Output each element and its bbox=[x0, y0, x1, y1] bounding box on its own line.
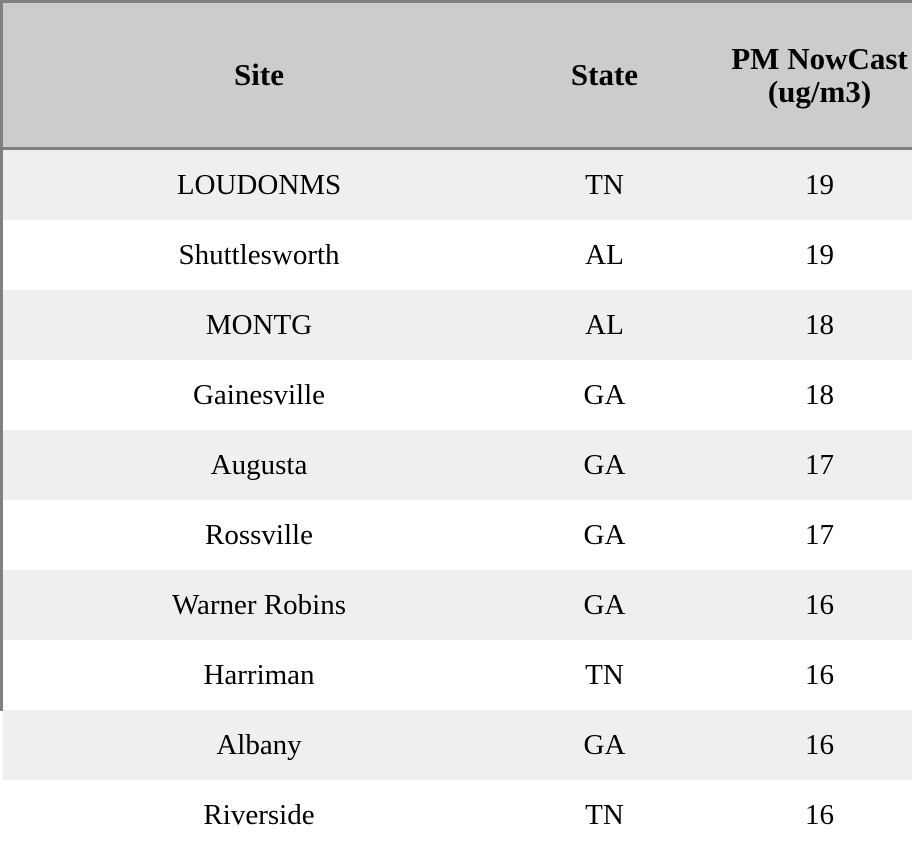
cell-pm: 19 bbox=[694, 220, 912, 290]
cell-pm: 19 bbox=[694, 149, 912, 221]
cell-state: TN bbox=[515, 780, 694, 850]
table-row bbox=[3, 780, 912, 850]
table-row bbox=[3, 149, 912, 221]
cell-state: TN bbox=[515, 640, 694, 710]
cell-site: Harriman bbox=[3, 640, 515, 710]
cell-state: AL bbox=[515, 290, 694, 360]
table-row bbox=[3, 290, 912, 360]
table-row bbox=[3, 710, 912, 780]
cell-pm: 18 bbox=[694, 360, 912, 430]
cell-state: GA bbox=[515, 570, 694, 640]
cell-state: GA bbox=[515, 710, 694, 780]
table-row bbox=[3, 220, 912, 290]
column-header-site: Site bbox=[3, 3, 515, 149]
cell-site: Augusta bbox=[3, 430, 515, 500]
cell-pm: 18 bbox=[694, 290, 912, 360]
table-header bbox=[3, 3, 912, 149]
cell-pm: 16 bbox=[694, 570, 912, 640]
cell-pm: 17 bbox=[694, 430, 912, 500]
cell-site: Albany bbox=[3, 710, 515, 780]
air-quality-table bbox=[3, 3, 912, 850]
cell-site: Gainesville bbox=[3, 360, 515, 430]
table-header-row bbox=[3, 3, 912, 149]
table-body bbox=[3, 149, 912, 850]
table-row bbox=[3, 570, 912, 640]
cell-state: GA bbox=[515, 360, 694, 430]
cell-site: Shuttlesworth bbox=[3, 220, 515, 290]
table-row bbox=[3, 640, 912, 710]
cell-pm: 17 bbox=[694, 500, 912, 570]
cell-site: Riverside bbox=[3, 780, 515, 850]
column-header-state: State bbox=[515, 3, 694, 149]
cell-site: Rossville bbox=[3, 500, 515, 570]
cell-site: Warner Robins bbox=[3, 570, 515, 640]
table-row bbox=[3, 500, 912, 570]
cell-state: GA bbox=[515, 500, 694, 570]
cell-pm: 16 bbox=[694, 780, 912, 850]
cell-state: TN bbox=[515, 149, 694, 221]
table-row bbox=[3, 360, 912, 430]
cell-pm: 16 bbox=[694, 710, 912, 780]
cell-pm: 16 bbox=[694, 640, 912, 710]
cell-state: AL bbox=[515, 220, 694, 290]
cell-site: MONTG bbox=[3, 290, 515, 360]
table-row bbox=[3, 430, 912, 500]
cell-site: LOUDONMS bbox=[3, 149, 515, 221]
column-header-pm-nowcast: PM NowCast (ug/m3) bbox=[694, 3, 912, 149]
cell-state: GA bbox=[515, 430, 694, 500]
